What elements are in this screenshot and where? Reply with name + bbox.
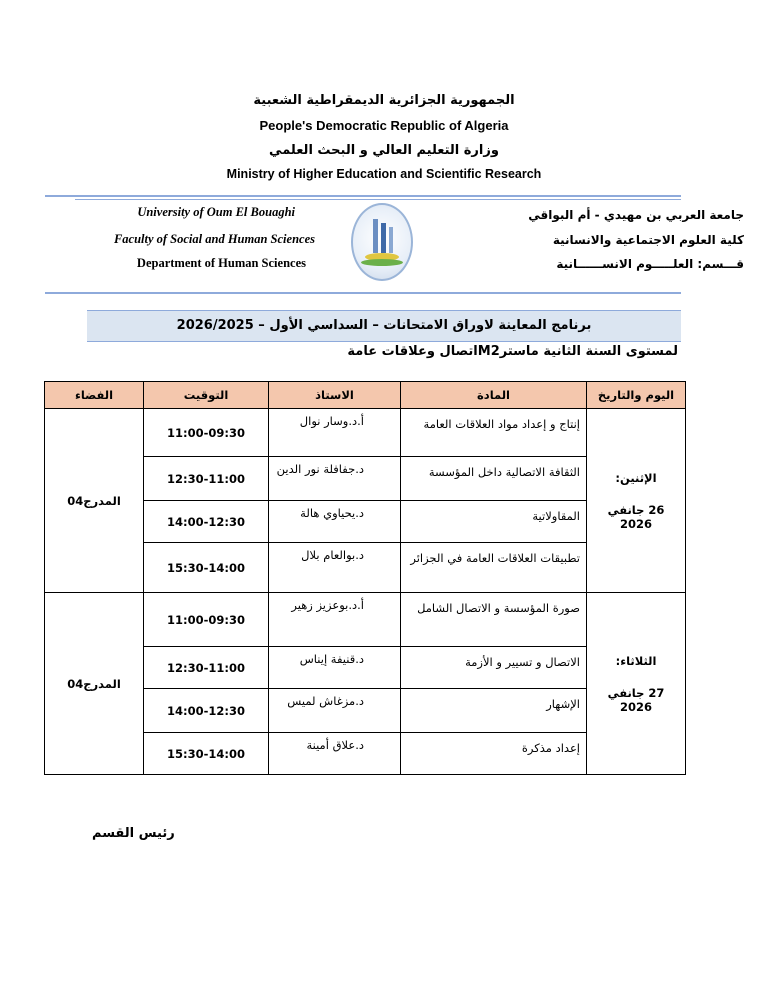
professor-cell: د.جفافلة نور الدين bbox=[269, 457, 401, 501]
subject-cell: صورة المؤسسة و الاتصال الشامل bbox=[401, 593, 587, 647]
time-cell: 11:00-09:30 bbox=[144, 409, 269, 457]
department-ar: قـــسم: العلـــــوم الانســــــانية bbox=[556, 257, 744, 271]
time-cell: 11:00-09:30 bbox=[144, 593, 269, 647]
ministry-ar: وزارة التعليم العالي و البحث العلمي bbox=[269, 143, 499, 158]
professor-cell: د.بوالعام بلال bbox=[269, 543, 401, 593]
subject-cell: إعداد مذكرة bbox=[401, 733, 587, 775]
day-date: 27 جانفي 2026 bbox=[607, 685, 665, 714]
faculty-ar: كلية العلوم الاجتماعية والانسانية bbox=[552, 233, 744, 247]
space-cell: المدرج04 bbox=[45, 593, 144, 775]
subject-cell: الاتصال و تسيير و الأزمة bbox=[401, 647, 587, 689]
professor-cell: د.يحياوي هالة bbox=[269, 501, 401, 543]
time-cell: 15:30-14:00 bbox=[144, 733, 269, 775]
table-row bbox=[45, 409, 686, 457]
subject-cell: تطبيقات العلاقات العامة في الجزائر bbox=[401, 543, 587, 593]
header-rule-top bbox=[45, 195, 681, 197]
header-space: الفضاء bbox=[45, 382, 144, 409]
time-cell: 15:30-14:00 bbox=[144, 543, 269, 593]
department-head-signature: رئيس القسم bbox=[92, 826, 175, 841]
professor-cell: د.مزغاش لميس bbox=[269, 689, 401, 733]
republic-ar: الجمهورية الجزائرية الديمقراطية الشعبية bbox=[253, 93, 515, 108]
header-professor: الاستاذ bbox=[269, 382, 401, 409]
day-cell-monday bbox=[587, 409, 686, 593]
table-header-row bbox=[45, 382, 686, 409]
document-title: برنامج المعاينة لاوراق الامتحانات – السداسي الأول – 2026/2025 bbox=[87, 310, 681, 342]
republic-en: People's Democratic Republic of Algeria bbox=[259, 118, 509, 133]
day-name: الثلاثاء: bbox=[615, 653, 657, 668]
day-date: 26 جانفي 2026 bbox=[607, 502, 665, 531]
subject-cell: الإشهار bbox=[401, 689, 587, 733]
university-ar: جامعة العربي بن مهيدي - أم البواقي bbox=[528, 208, 744, 222]
time-cell: 14:00-12:30 bbox=[144, 501, 269, 543]
university-en: University of Oum El Bouaghi bbox=[137, 205, 295, 219]
faculty-en: Faculty of Social and Human Sciences bbox=[113, 232, 315, 246]
header-subject: المادة bbox=[401, 382, 587, 409]
professor-cell: أ.د.بوعزيز زهير bbox=[269, 593, 401, 647]
ministry-en: Ministry of Higher Education and Scientific Research bbox=[226, 167, 542, 181]
time-cell: 12:30-11:00 bbox=[144, 647, 269, 689]
header-rule-inner bbox=[75, 199, 681, 200]
header-rule-bottom bbox=[45, 292, 681, 294]
header-day: اليوم والتاريخ bbox=[587, 382, 686, 409]
space-cell: المدرج04 bbox=[45, 409, 144, 593]
day-name: الإثنين: bbox=[615, 470, 657, 485]
time-cell: 14:00-12:30 bbox=[144, 689, 269, 733]
professor-cell: د.قنيفة إيناس bbox=[269, 647, 401, 689]
professor-cell: أ.د.وسار نوال bbox=[269, 409, 401, 457]
level-line: لمستوى السنة الثانية ماسترM2اتصال وعلاقات عامة bbox=[347, 344, 678, 359]
table-row bbox=[45, 593, 686, 647]
subject-cell: الثقافة الاتصالية داخل المؤسسة bbox=[401, 457, 587, 501]
professor-cell: د.علاق أمينة bbox=[269, 733, 401, 775]
exam-schedule-table bbox=[44, 381, 686, 775]
subject-cell: إنتاج و إعداد مواد العلاقات العامة bbox=[401, 409, 587, 457]
header-time: التوقيت bbox=[144, 382, 269, 409]
day-cell-tuesday bbox=[587, 593, 686, 775]
time-cell: 12:30-11:00 bbox=[144, 457, 269, 501]
subject-cell: المقاولاتية bbox=[401, 501, 587, 543]
department-en: Department of Human Sciences bbox=[136, 256, 306, 270]
university-logo bbox=[351, 203, 413, 281]
